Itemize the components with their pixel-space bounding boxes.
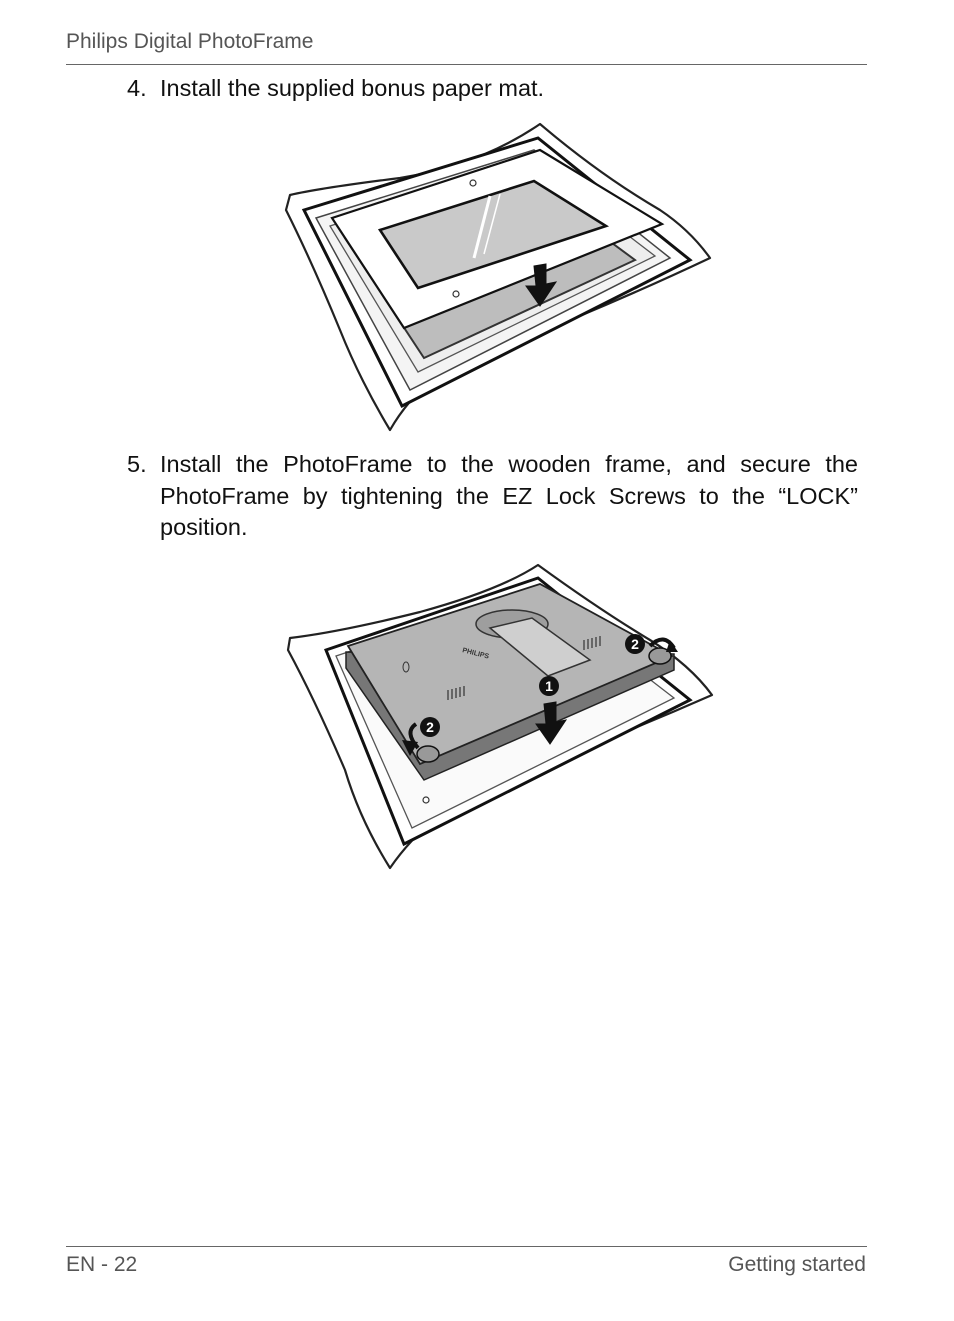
footer-rule: [66, 1246, 867, 1247]
brand-label: PHILIPS: [461, 647, 490, 661]
running-header: Philips Digital PhotoFrame: [66, 30, 314, 53]
header-rule: [66, 64, 867, 65]
step-5-number: 5.: [127, 451, 147, 477]
photoframe-install-illustration: [280, 560, 720, 875]
step-5: [127, 449, 858, 544]
svg-text:2: 2: [631, 636, 639, 652]
callout-1: [539, 676, 559, 696]
step-4-number: 4.: [127, 75, 147, 101]
step-4-text: Install the supplied bonus paper mat.: [160, 75, 545, 101]
svg-text:1: 1: [545, 678, 553, 694]
callout-2-right: [625, 634, 645, 654]
page-number: EN - 22: [66, 1253, 138, 1276]
paper-mat-illustration: [280, 118, 720, 436]
svg-text:2: 2: [426, 719, 434, 735]
step-5-text: Install the PhotoFrame to the wooden frame, and secure the PhotoFrame by tightening the EZ Lock Screws to the “LOCK” position.: [160, 451, 858, 540]
section-name: Getting started: [728, 1253, 866, 1276]
step-4: [127, 73, 858, 105]
callout-2-left: [420, 717, 440, 737]
